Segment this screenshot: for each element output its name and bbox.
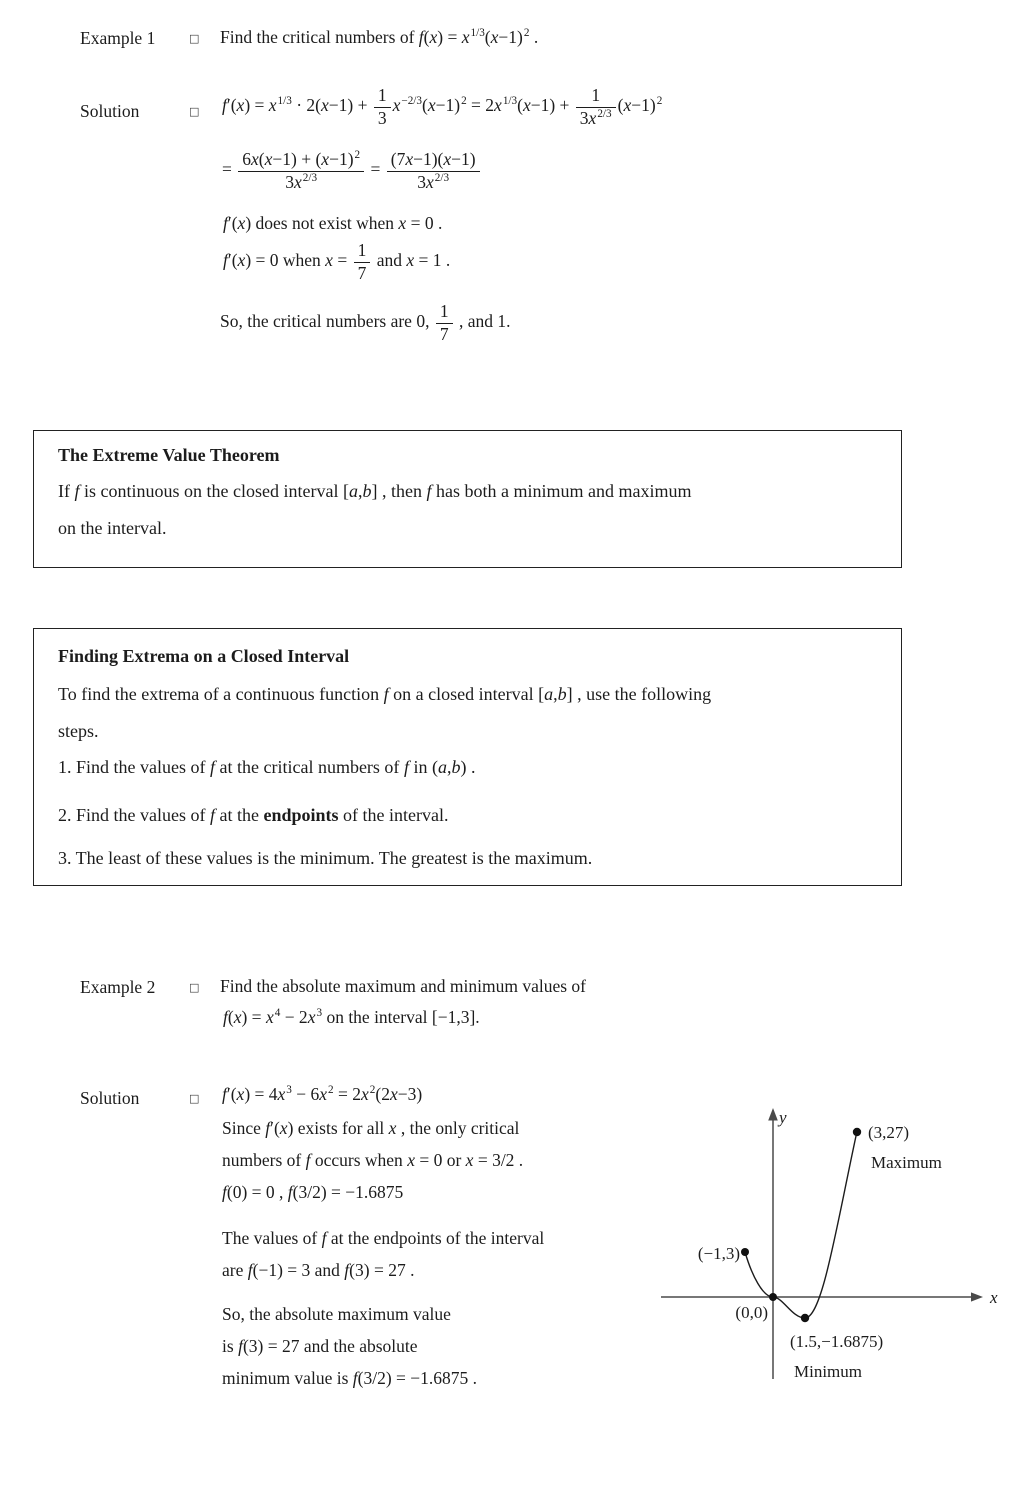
graph-left-point-label: (−1,3) bbox=[697, 1244, 740, 1263]
solution2-line-8: is f(3) = 27 and the absolute bbox=[222, 1336, 418, 1356]
example2-line-2: $f(x) = x^4 - 2x^3$ on the interval [−1,3]. bbox=[223, 1007, 480, 1027]
example1-prompt: Find the critical numbers of $f(x) = x^{1/3}(x-1)^2$ . bbox=[220, 27, 539, 47]
graph-point-origin bbox=[769, 1293, 777, 1301]
solution2-line-4: f(0) = 0 , f(3/2) = −1.6875 bbox=[222, 1182, 404, 1202]
graph-min-caption: Minimum bbox=[794, 1362, 863, 1381]
graph-origin-label: (0,0) bbox=[735, 1303, 768, 1322]
solution2-line-2: Since f′(x) exists for all x , the only critical bbox=[222, 1118, 520, 1138]
graph-y-axis-label: y bbox=[779, 1108, 787, 1127]
solution2-bullet-icon: □ bbox=[189, 1092, 200, 1105]
solution2-line-1: $f'(x) = 4x^3 - 6x^2 = 2x^2(2x-3)$ bbox=[222, 1084, 423, 1104]
example1-label: Example 1 bbox=[80, 28, 156, 48]
evt-box-line-1: If f is continuous on the closed interval [a,b] , then f has both a minimum and maximum bbox=[58, 481, 692, 501]
solution1-line-1: $f'(x) = x^{1/3} \cdot 2(x-1)$ + $\frac{1}{3}$ $x^{-2/3}(x-1)^2 = 2x^{1/3}(x-1)$ + $\frac{1}{3x^{2/3}}$ $(x-1)^2$ bbox=[222, 85, 663, 128]
solution1-label: Solution bbox=[80, 101, 140, 121]
evt-box-line-2: on the interval. bbox=[58, 518, 167, 538]
graph-curve bbox=[745, 1136, 856, 1318]
extrema-intro-line-1: To find the extrema of a continuous function f on a closed interval [a,b] , use the following bbox=[58, 684, 712, 704]
graph-point-maximum bbox=[853, 1128, 861, 1136]
solution1-bullet-icon: □ bbox=[189, 105, 200, 118]
example2-line-1: Find the absolute maximum and minimum values of bbox=[220, 976, 586, 996]
extrema-step-2: 2. Find the values of f at the endpoints of the interval. bbox=[58, 805, 449, 825]
finding-extrema-box bbox=[33, 628, 902, 886]
extrema-step-3: 3. The least of these values is the minimum. The greatest is the maximum. bbox=[58, 848, 593, 868]
evt-box-title: The Extreme Value Theorem bbox=[58, 445, 280, 465]
solution2-line-6: are f(−1) = 3 and f(3) = 27 . bbox=[222, 1260, 415, 1280]
solution1-line-5: So, the critical numbers are 0, $\frac{1}{7}$ , and 1. bbox=[220, 301, 511, 344]
graph-max-caption: Maximum bbox=[871, 1153, 942, 1172]
solution2-line-5: The values of f at the endpoints of the interval bbox=[222, 1228, 545, 1248]
example2-bullet-icon: □ bbox=[189, 981, 200, 994]
graph-x-axis-label: x bbox=[990, 1288, 998, 1307]
graph-point-left-endpoint bbox=[741, 1248, 749, 1256]
solution1-line-3: f′(x) does not exist when x = 0 . bbox=[223, 213, 443, 233]
graph-min-point-label: (1.5,−1.6875) bbox=[790, 1332, 884, 1351]
solution2-line-3: numbers of f occurs when x = 0 or x = 3/2 . bbox=[222, 1150, 524, 1170]
solution2-line-9: minimum value is f(3/2) = −1.6875 . bbox=[222, 1368, 478, 1388]
example2-label: Example 2 bbox=[80, 977, 156, 997]
graph-x-axis-arrow-icon bbox=[971, 1292, 983, 1301]
extreme-value-theorem-box bbox=[33, 430, 902, 568]
graph-max-point-label: (3,27) bbox=[868, 1123, 910, 1142]
extrema-box-title: Finding Extrema on a Closed Interval bbox=[58, 646, 350, 666]
solution2-label: Solution bbox=[80, 1088, 140, 1108]
extrema-intro-line-2: steps. bbox=[58, 721, 99, 741]
solution2-line-7: So, the absolute maximum value bbox=[222, 1304, 451, 1324]
function-graph bbox=[650, 1105, 1020, 1405]
extrema-step-1: 1. Find the values of f at the critical numbers of f in (a,b) . bbox=[58, 757, 476, 777]
solution1-line-2: = $\frac{6x(x-1) + (x-1)^2}{3x^{2/3}}$ = $\frac{(7x-1)(x-1)}{3x^{2/3}}$ bbox=[222, 150, 482, 192]
graph-point-minimum bbox=[801, 1314, 809, 1322]
example1-bullet-icon: □ bbox=[189, 32, 200, 45]
solution1-line-4: f′(x) = 0 when x = $\frac{1}{7}$ and x = 1 . bbox=[223, 240, 451, 283]
graph-y-axis-arrow-icon bbox=[768, 1108, 778, 1121]
